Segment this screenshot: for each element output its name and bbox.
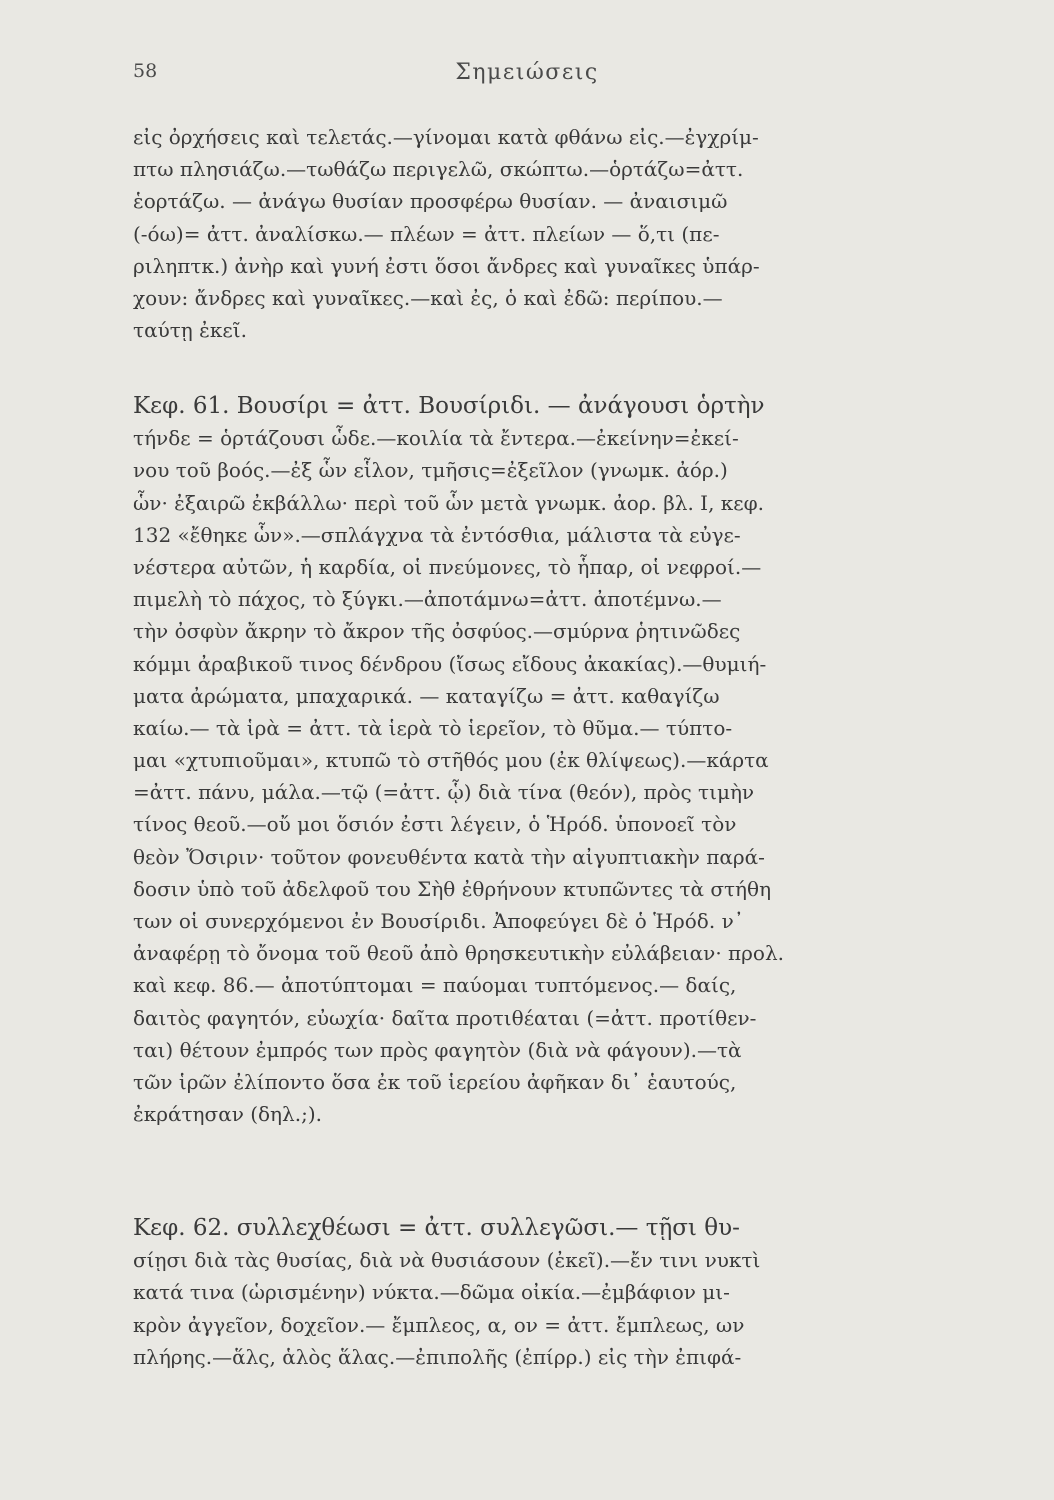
text-line: θεὸν Ὄσιριν· τοῦτον φονευθέντα κατὰ τὴν αἰγυπτιακὴν παρά-	[133, 844, 765, 869]
text-line: χουν: ἄνδρες καὶ γυναῖκες.—καὶ ἐς, ὁ καὶ ἐδῶ: περίπου.—	[133, 285, 723, 310]
text-line: πιμελὴ τὸ πάχος, τὸ ξύγκι.—ἀποτάμνω=ἀττ. ἀποτέμνω.—	[133, 587, 722, 612]
text-line: κόμμι ἀραβικοῦ τινος δένδρου (ἴσως εἴδους ἀκακίας).—θυμιή-	[133, 651, 767, 676]
text-line: τῶν ἱρῶν ἐλίποντο ὅσα ἐκ τοῦ ἱερείου ἀφῆκαν δι᾽ ἑαυτούς,	[133, 1069, 737, 1094]
text-line: δοσιν ὑπὸ τοῦ ἀδελφοῦ του Σὴθ ἐθρήνουν κτυπῶντες τὰ στήθη	[133, 876, 772, 901]
chapter-heading-line: Κεφ. 61. Βουσίρι = ἀττ. Βουσίριδι. — ἀνάγουσι ὁρτὴν	[133, 393, 765, 419]
text-line: κρὸν ἀγγεῖον, δοχεῖον.— ἔμπλεος, α, ον = ἀττ. ἔμπλεως, ων	[133, 1312, 745, 1337]
text-line: τίνος θεοῦ.—οὔ μοι ὅσιόν ἐστι λέγειν, ὁ Ἡρόδ. ὑπονοεῖ τὸν	[133, 812, 737, 837]
text-line: =ἀττ. πάνυ, μάλα.—τῷ (=ἀττ. ᾧ) διὰ τίνα (θεόν), πρὸς τιμὴν	[133, 780, 755, 805]
text-line: ἐκράτησαν (δηλ.;).	[133, 1102, 322, 1127]
text-line: ματα ἀρώματα, μπαχαρικά. — καταγίζω = ἀττ. καθαγίζω	[133, 683, 720, 708]
paragraph-continued	[133, 121, 965, 346]
text-line: τὴν ὀσφὺν ἄκρην τὸ ἄκρον τῆς ὀσφύος.—σμύρνα ῥητινῶδες	[133, 619, 741, 644]
text-line: καὶ κεφ. 86.— ἀποτύπτομαι = παύομαι τυπτόμενος.— δαίς,	[133, 973, 737, 998]
chapter-heading-line: Κεφ. 62. συλλεχθέωσι = ἀττ. συλλεγῶσι.— τῇσι θυ-	[133, 1215, 740, 1241]
text-line: ὧν· ἐξαιρῶ ἐκβάλλω· περὶ τοῦ ὧν μετὰ γνωμκ. ἀορ. βλ. Ι, κεφ.	[133, 490, 765, 515]
paragraph-chapter-61	[133, 390, 965, 1130]
text-line: ἑορτάζω. — ἀνάγω θυσίαν προσφέρω θυσίαν. — ἀναισιμῶ	[133, 189, 728, 214]
text-line: ταύτῃ ἐκεῖ.	[133, 318, 247, 343]
page-header	[0, 60, 1054, 94]
text-line: κατά τινα (ὡρισμένην) νύκτα.—δῶμα οἰκία.—ἐμβάφιον μι-	[133, 1280, 730, 1305]
text-line: ται) θέτουν ἐμπρός των πρὸς φαγητὸν (διὰ νὰ φάγουν).—τὰ	[133, 1037, 742, 1062]
text-line: νου τοῦ βοός.—ἐξ ὧν εἷλον, τμῆσις=ἐξεῖλον (γνωμκ. ἀόρ.)	[133, 458, 728, 483]
text-line: (-όω)= ἀττ. ἀναλίσκω.— πλέων = ἀττ. πλείων — ὅ,τι (πε-	[133, 221, 720, 246]
text-line: μαι «χτυπιοῦμαι», κτυπῶ τὸ στῆθός μου (ἐκ θλίψεως).—κάρτα	[133, 748, 769, 773]
text-line: 132 «ἔθηκε ὧν».—σπλάγχνα τὰ ἐντόσθια, μάλιστα τὰ εὐγε-	[133, 522, 741, 547]
text-line: πτω πλησιάζω.—τωθάζω περιγελῶ, σκώπτω.—ὁρτάζω=ἀττ.	[133, 157, 744, 182]
text-line: ριληπτκ.) ἀνὴρ καὶ γυνή ἐστι ὅσοι ἄνδρες καὶ γυναῖκες ὑπάρ-	[133, 253, 760, 278]
text-line: νέστερα αὐτῶν, ἡ καρδία, οἱ πνεύμονες, τὸ ἧπαρ, οἱ νεφροί.—	[133, 554, 762, 579]
text-line: δαιτὸς φαγητόν, εὐωχία· δαῖτα προτιθέαται (=ἀττ. προτίθεν-	[133, 1005, 757, 1030]
text-line: καίω.— τὰ ἱρὰ = ἀττ. τὰ ἱερὰ τὸ ἱερεῖον, τὸ θῦμα.— τύπτο-	[133, 715, 733, 740]
text-line: σίῃσι διὰ τὰς θυσίας, διὰ νὰ θυσιάσουν (ἐκεῖ).—ἔν τινι νυκτὶ	[133, 1248, 761, 1273]
text-line: ἀναφέρῃ τὸ ὄνομα τοῦ θεοῦ ἀπὸ θρησκευτικὴν εὐλάβειαν· προλ.	[133, 941, 785, 966]
paragraph-chapter-62	[133, 1212, 965, 1373]
page-number: 58	[133, 60, 158, 82]
text-line: τήνδε = ὁρτάζουσι ὧδε.—κοιλία τὰ ἔντερα.—ἐκείνην=ἐκεί-	[133, 426, 739, 451]
text-line: των οἱ συνερχόμενοι ἐν Βουσίριδι. Ἀποφεύγει δὲ ὁ Ἡρόδ. ν᾽	[133, 909, 744, 933]
running-title: Σημειώσεις	[455, 60, 599, 85]
text-line: εἰς ὀρχήσεις καὶ τελετάς.—γίνομαι κατὰ φθάνω εἰς.—ἐγχρίμ-	[133, 125, 759, 149]
text-line: πλήρης.—ἅλς, ἁλὸς ἅλας.—ἐπιπολῆς (ἐπίρρ.) εἰς τὴν ἐπιφά-	[133, 1344, 742, 1369]
